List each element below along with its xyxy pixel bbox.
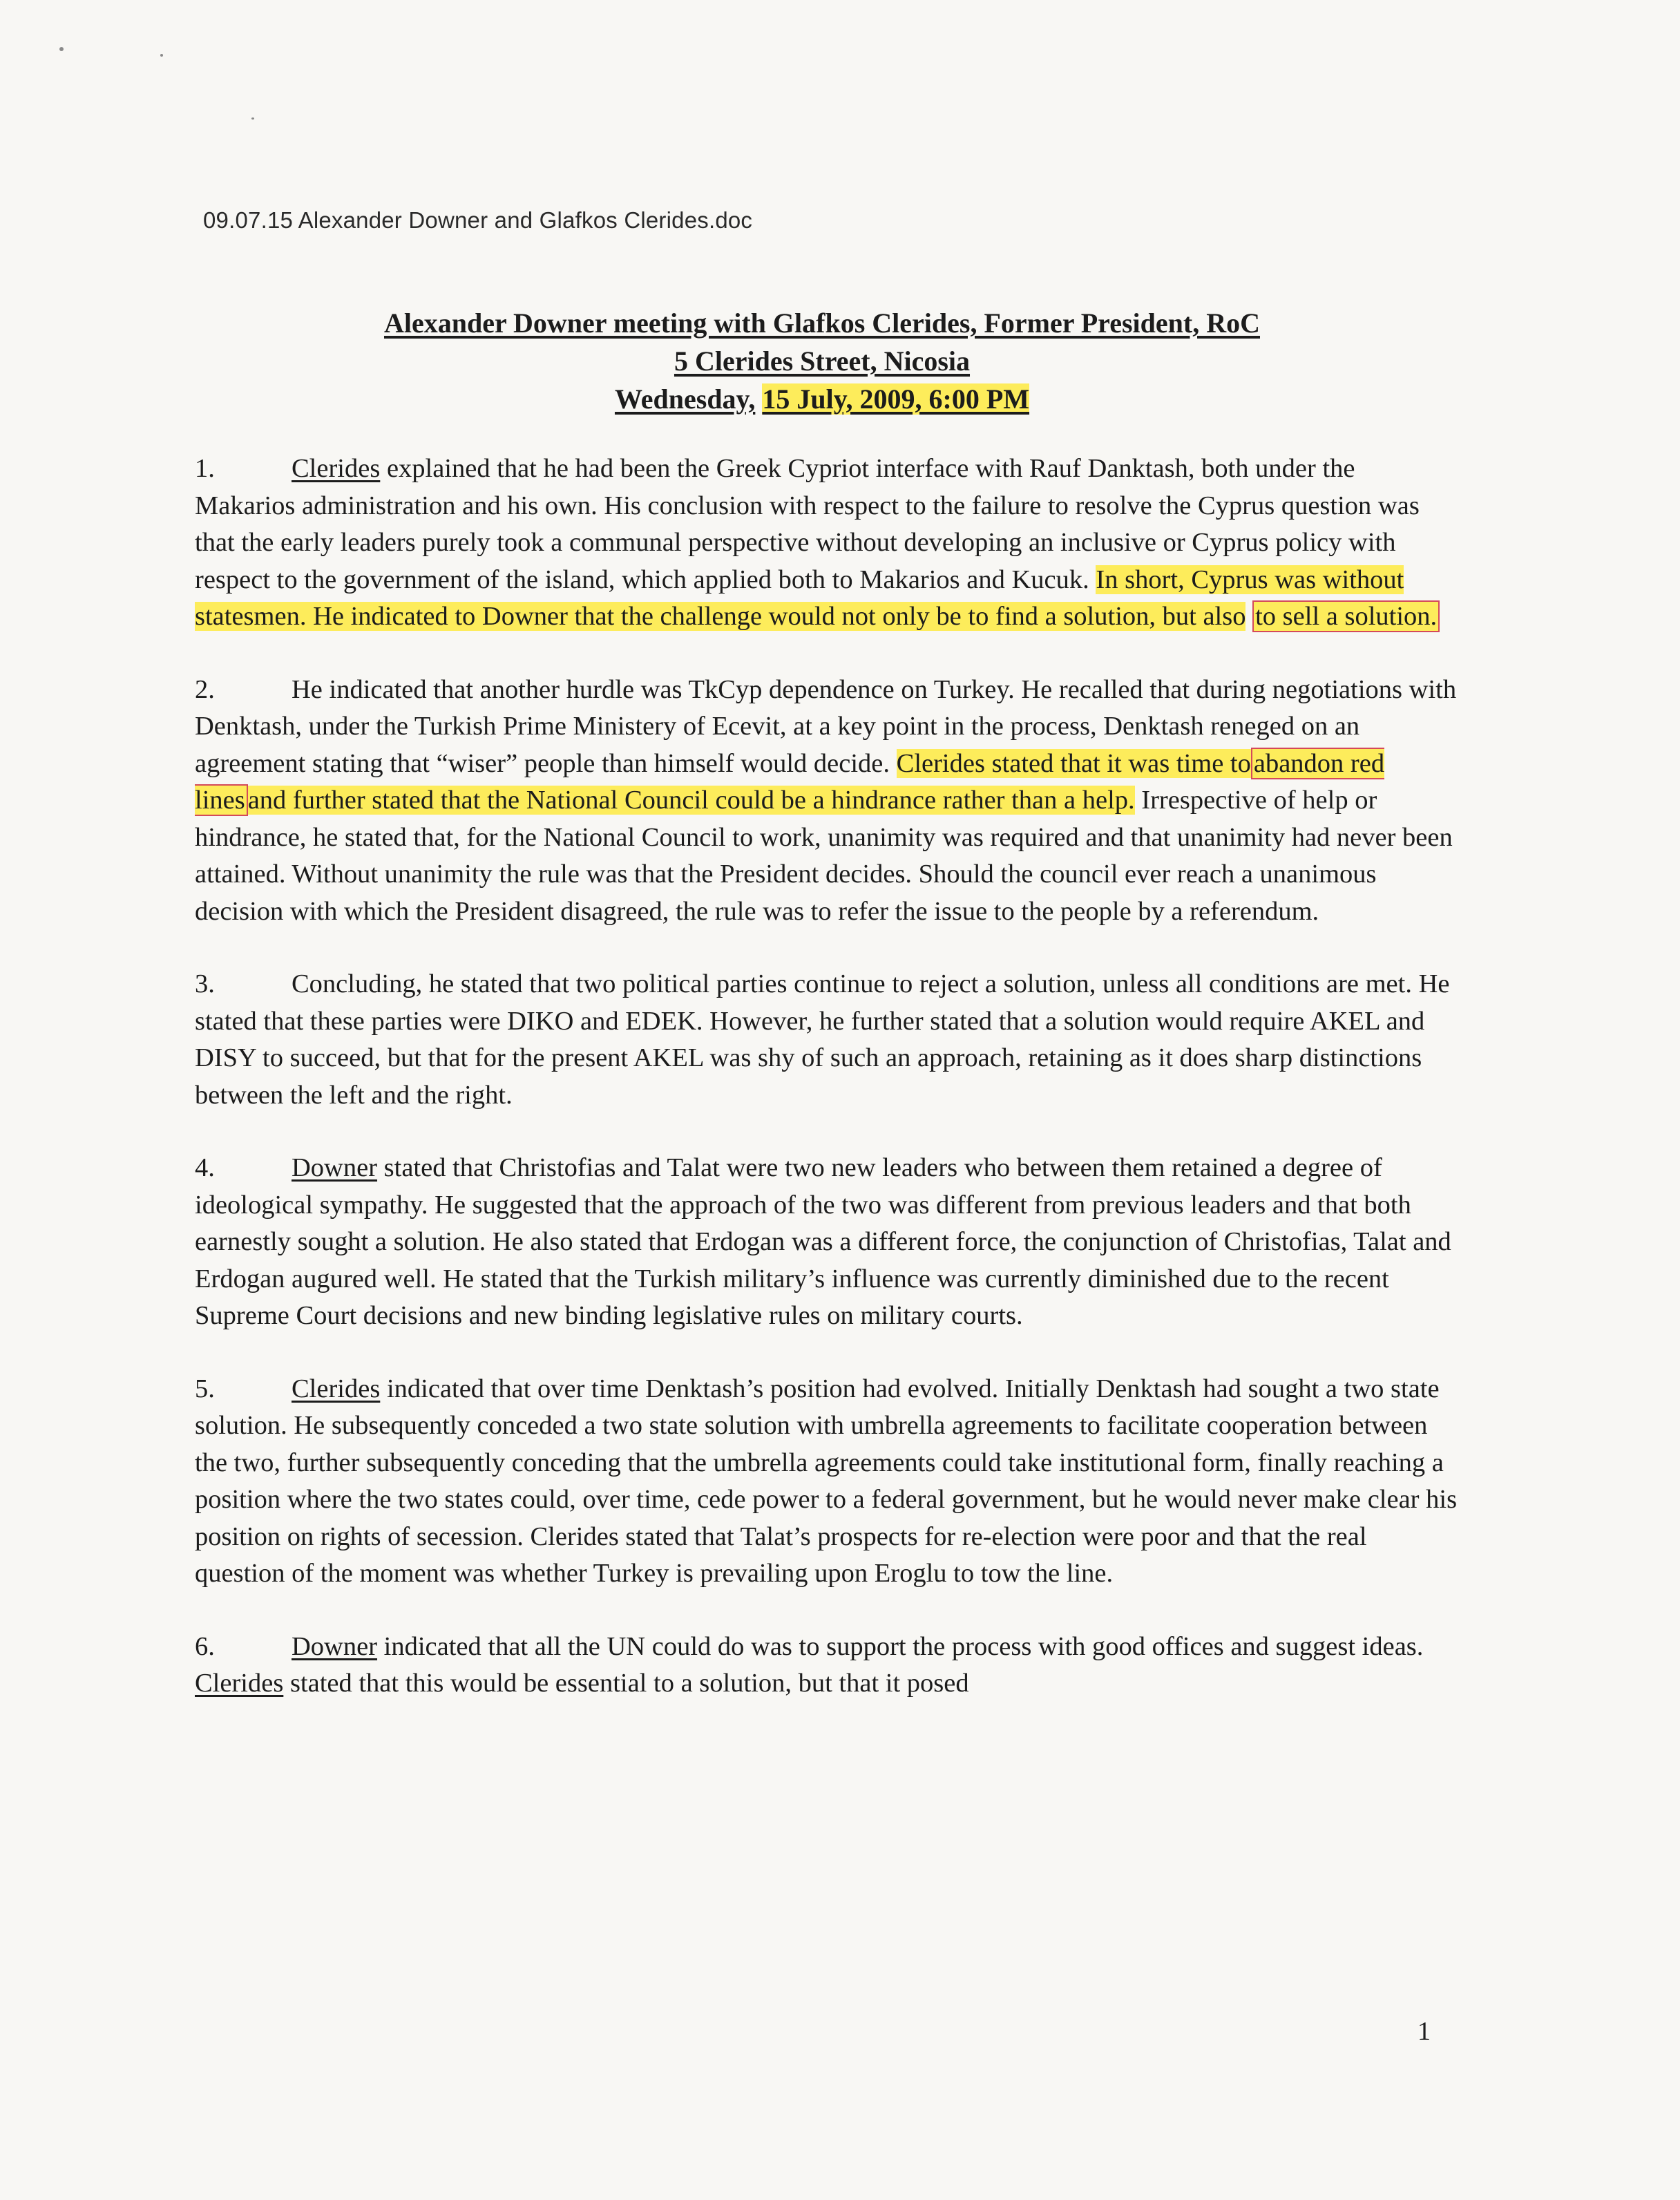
highlighted-text: Clerides stated that it was time to [896,748,1251,778]
boxed-highlighted-text: abandon red lines [195,748,1385,815]
paragraph-text: He indicated that another hurdle was TkCyp dependence on Turkey. He recalled that during negotiations with Denktash, under the Turkish Prime Ministery of Ecevit, at a key point in the process, Denktash reneged on an agreement stating that “wiser” people than himself would decide. [195,674,1457,778]
boxed-highlighted-text: to sell a solution. [1252,600,1440,632]
memo-weekday: Wednesday, [614,383,756,415]
document-filename: 09.07.15 Alexander Downer and Glafkos Clerides.doc [203,207,753,233]
page-number: 1 [1418,2017,1431,2046]
paragraph-text: stated that this would be essential to a solution, but that it posed [283,1669,969,1698]
highlighted-text: In short, Cyprus was without statesmen. He indicated to Downer that the challenge would not only be to find a solution, but also [195,565,1404,631]
paragraph-text: indicated that over time Denktash’s position had evolved. Initially Denktash had sought a two state solution. He subsequently conceded a two state solution with umbrella agreements to facilitate cooperation between the two, further subsequently conceding that the umbrella agreements could take institutional form, finally reaching a position where the two states could, over time, cede power to a federal government, but he would never make clear his position on rights of secession. Clerides stated that Talat’s prospects for re-election were poor and that the real question of the moment was whether Turkey is prevailing upon Eroglu to tow the line. [195,1374,1458,1588]
paragraph-1 [195,451,1459,636]
paragraph-text: explained that he had been the Greek Cypriot interface with Rauf Danktash, both under the Makarios administration and his own. His conclusion with respect to the failure to resolve the Cyprus question was that the early leaders purely took a communal perspective without developing an inclusive or Cyprus policy with respect to the government of the island, which applied both to Makarios and Kucuk. [195,454,1420,594]
paragraph-text: stated that Christofias and Talat were two new leaders who between them retained a degree of ideological sympathy. He suggested that the approach of the two was different from previous leaders and that both earnestly sought a solution. He also stated that Erdogan was a different force, the conjunction of Christofias, Talat and Erdogan augured well. He stated that the Turkish military’s influence was currently diminished due to the recent Supreme Court decisions and new binding legislative rules on military courts. [195,1153,1451,1330]
speaker-name: Clerides [292,454,381,483]
paragraph-text: Concluding, he stated that two political parties continue to reject a solution, unless all conditions are met. He stated that these parties were DIKO and EDEK. However, he further stated that a solution would require AKEL and DISY to succeed, but that for the present AKEL was shy of such an approach, retaining as it does sharp distinctions between the left and the right. [195,969,1450,1110]
paragraph-4 [195,1150,1459,1335]
paragraph-number: 4. [195,1153,215,1182]
paragraph-2 [195,672,1459,931]
paragraph-number: 1. [195,454,215,483]
paragraph-number: 6. [195,1631,215,1661]
paragraph-text: Irrespective of help or hindrance, he stated that, for the National Council to work, unanimity was required and that unanimity had never been attained. Without unanimity the rule was that the President decides. Should the council ever reach a unanimous decision with which the President disagreed, the rule was to refer the issue to the people by a referendum. [195,786,1453,926]
paragraph-number: 5. [195,1374,215,1403]
paragraph-5 [195,1371,1459,1593]
speaker-name: Downer [292,1153,378,1182]
memo-location: 5 Clerides Street, Nicosia [674,345,971,377]
speaker-name: Clerides [292,1374,381,1403]
speaker-name: Downer [292,1631,378,1661]
paragraph-3 [195,966,1459,1114]
scan-speck [59,47,64,51]
memo-body [195,451,1459,1738]
paragraph-6 [195,1629,1459,1703]
memo-date-highlighted: 15 July, 2009, 6:00 PM [762,383,1030,415]
speaker-name: Clerides [195,1669,284,1698]
paragraph-number: 3. [195,969,215,998]
scan-speck [160,54,163,57]
scan-speck [251,117,254,120]
paragraph-text: indicated that all the UN could do was to support the process with good offices and suggest ideas. [377,1631,1424,1661]
memo-title: Alexander Downer meeting with Glafkos Clerides, Former President, RoC [384,307,1260,339]
paragraph-number: 2. [195,674,215,704]
memo-title-block [193,304,1451,418]
highlighted-text: and further stated that the National Council could be a hindrance rather than a help. [247,786,1135,815]
